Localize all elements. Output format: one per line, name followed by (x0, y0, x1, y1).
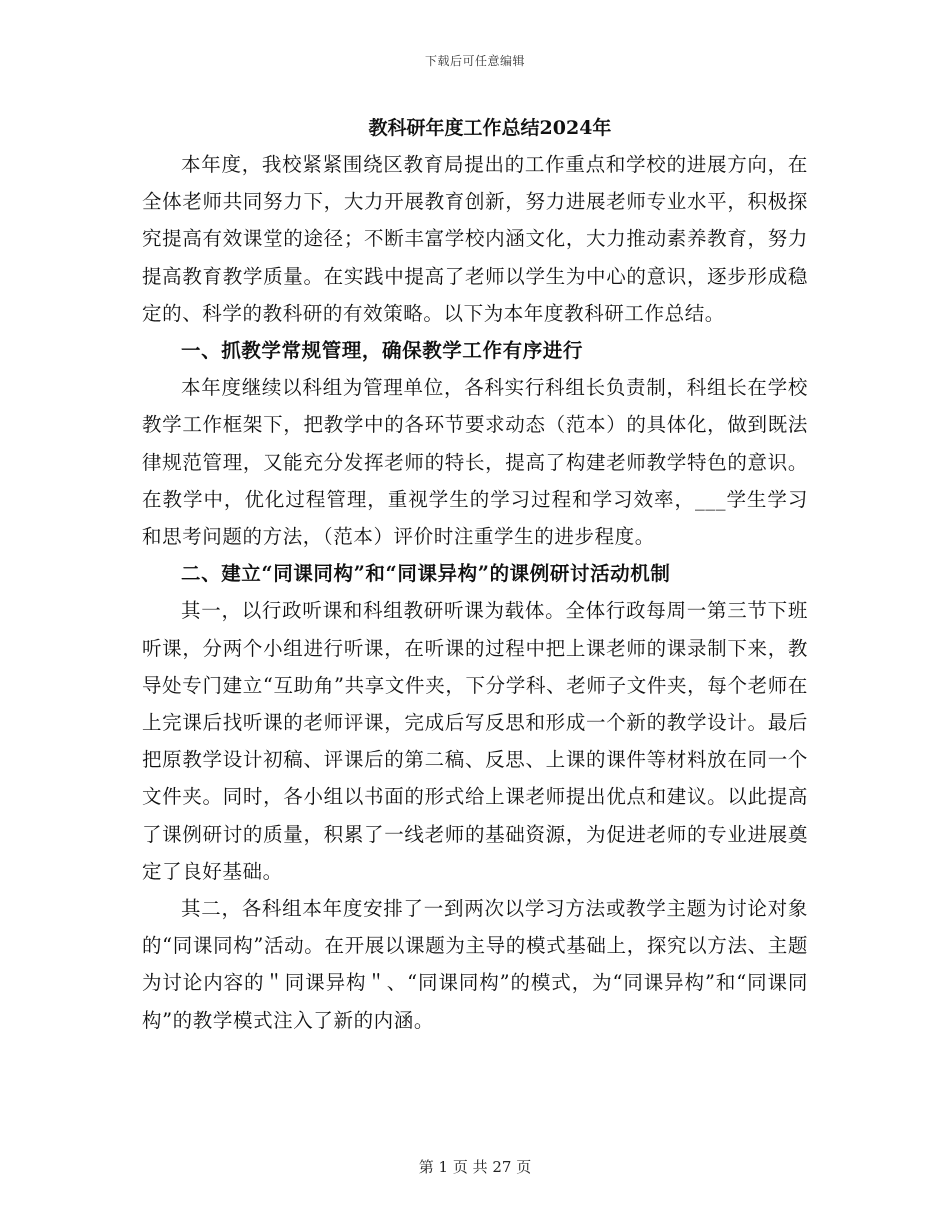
intro-paragraph: 本年度，我校紧紧围绕区教育局提出的工作重点和学校的进展方向，在全体老师共同努力下，大力开展教育创新，努力进展老师专业水平，积极探究提高有效课堂的途径；不断丰富学校内涵文化，大力推动素养教育，努力提高教育教学质量。在实践中提高了老师以学生为中心的意识，逐步形成稳定的、科学的教科研的有效策略。以下为本年度教科研工作总结。 (142, 153, 808, 325)
page-header: 下载后可任意编辑 (424, 54, 525, 68)
document-title: 教科研年度工作总结2024年 (368, 117, 612, 139)
section-1-paragraph: 本年度继续以科组为管理单位，各科实行科组长负责制，科组长在学校教学工作框架下，把教学中的各环节要求动态（范本）的具体化，做到既法律规范管理，又能充分发挥老师的特长，提高了构建老师教学特色的意识。在教学中，优化过程管理，重视学生的学习过程和学习效率，___学生学习和思考问题的方法，（范本）评价时注重学生的进步程度。 (142, 376, 808, 549)
section-2-heading: 二、建立“同课同构”和“同课异构”的课例研讨活动机制 (181, 562, 671, 586)
section-2-paragraph-1: 其一，以行政听课和科组教研听课为载体。全体行政每周一第三节下班听课，分两个小组进行听课，在听课的过程中把上课老师的课录制下来，教导处专门建立“互助角”共享文件夹，下分学科、老师子文件夹，每个老师在上完课后找听课的老师评课，完成后写反思和形成一个新的教学设计。最后把原教学设计初稿、评课后的第二稿、反思、上课的课件等材料放在同一个文件夹。同时，各小组以书面的形式给上课老师提出优点和建议。以此提高了课例研讨的质量，积累了一线老师的基础资源，为促进老师的专业进展奠定了良好基础。 (142, 599, 808, 883)
page-number: 第 1 页 共 27 页 (418, 1158, 532, 1176)
section-1-heading: 一、抓教学常规管理，确保教学工作有序进行 (181, 339, 584, 363)
document-body (142, 110, 808, 1039)
section-2-paragraph-2: 其二，各科组本年度安排了一到两次以学习方法或教学主题为讨论对象的“同课同构”活动。在开展以课题为主导的模式基础上，探究以方法、主题为讨论内容的＂同课异构＂、“同课同构”的模式，为“同课异构”和“同课同构”的教学模式注入了新的内涵。 (142, 897, 808, 1032)
